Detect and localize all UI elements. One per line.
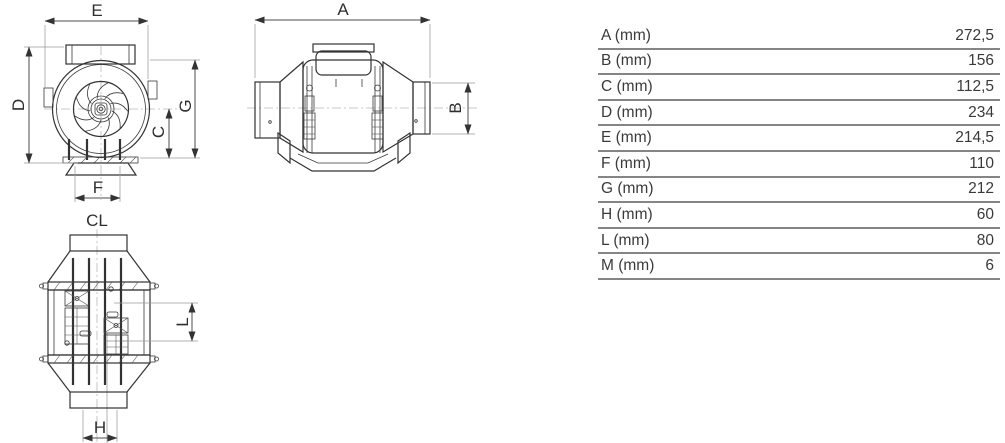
cone-left (280, 62, 303, 152)
dim-value-cell: 6 (985, 257, 994, 275)
table-row (598, 75, 1000, 101)
centerline-label: CL (86, 211, 108, 230)
clamp-clip-right (148, 81, 157, 99)
dim-value-cell: 212 (968, 180, 994, 198)
dim-name-cell: A (mm) (601, 26, 651, 44)
dim-label-e: E (91, 1, 103, 20)
table-row (598, 203, 1000, 229)
dim-name-cell: M (mm) (601, 257, 655, 275)
table-row (598, 126, 1000, 152)
table-row (598, 152, 1000, 178)
table-row (598, 229, 1000, 255)
cone-right (383, 62, 413, 152)
mounting-feet-side (278, 133, 410, 171)
clamp-strap-left (304, 66, 315, 153)
dim-name-cell: H (mm) (601, 205, 653, 223)
dim-value-cell: 234 (968, 103, 994, 121)
dim-name-cell: F (mm) (601, 154, 651, 172)
dim-label-d: D (9, 98, 28, 112)
dim-value-cell: 272,5 (955, 26, 994, 44)
dim-name-cell: L (mm) (601, 231, 650, 249)
bracket-plate-left (65, 291, 91, 345)
table-row (598, 178, 1000, 204)
clamp-band-bottom (40, 355, 159, 363)
clamp-band-top (40, 282, 159, 290)
dim-label-l: L (173, 317, 192, 327)
table-row (598, 50, 1000, 76)
dim-c (149, 109, 169, 158)
junction-box-side (313, 44, 374, 87)
table-row (598, 101, 1000, 127)
bottom-view (40, 211, 199, 443)
dim-value-cell: 60 (976, 205, 994, 223)
bracket-plate-right (104, 287, 128, 354)
dim-value-cell: 112,5 (956, 77, 994, 95)
dim-label-c: C (149, 125, 168, 139)
dim-label-a: A (337, 0, 349, 19)
duct-spigot-left (255, 82, 280, 138)
table-row (598, 24, 1000, 50)
dim-name-cell: C (mm) (601, 77, 653, 95)
dim-f (75, 166, 120, 202)
dim-a (255, 0, 430, 78)
dim-label-g: G (176, 99, 195, 113)
dim-name-cell: D (mm) (601, 103, 653, 121)
spigot-top (70, 235, 127, 251)
dim-label-b: B (446, 102, 465, 114)
dim-value-cell: 110 (969, 154, 994, 172)
dim-value-cell: 214,5 (955, 129, 994, 147)
spigot-bottom (70, 392, 127, 408)
dim-value-cell: 80 (976, 231, 994, 249)
junction-box-front (66, 45, 135, 64)
fan-body-bottom (48, 290, 150, 355)
dim-h (83, 410, 117, 442)
side-view (247, 0, 480, 171)
dim-name-cell: E (mm) (601, 129, 652, 147)
dim-value-cell: 156 (968, 52, 994, 70)
dim-label-f: F (92, 178, 104, 197)
dim-label-h: H (93, 418, 107, 437)
dim-name-cell: B (mm) (601, 52, 652, 70)
dim-name-cell: G (mm) (601, 180, 654, 198)
clamp-strap-right (372, 66, 383, 153)
dim-b (432, 83, 475, 134)
front-view (9, 1, 200, 202)
dimension-table (598, 24, 1000, 280)
clamp-clip-left (44, 88, 53, 107)
table-row (598, 254, 1000, 280)
